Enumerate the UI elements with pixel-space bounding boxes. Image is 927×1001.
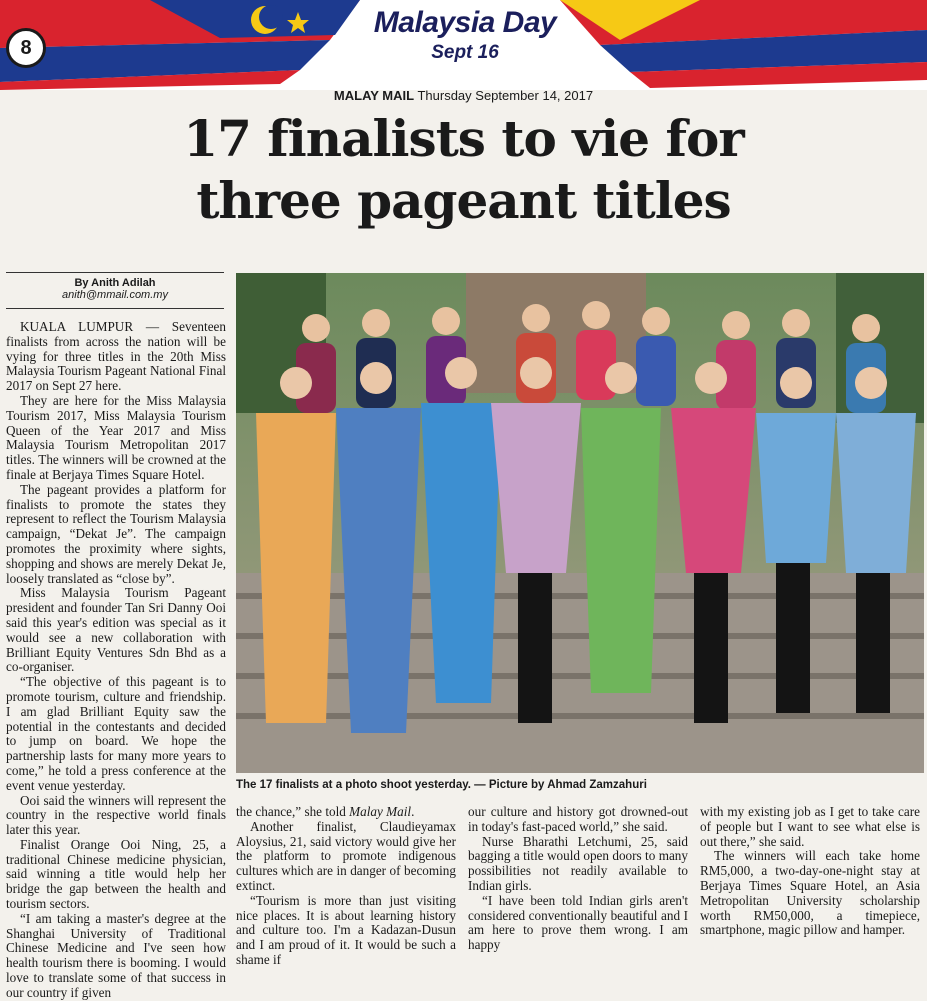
byline-name: By Anith Adilah [74,277,156,289]
paragraph: The pageant provides a platform for finalists to promote the states they represent to reflect the Tourism Malaysia campaign, “Dekat Je”. The campaign promotes the proximity where sights, shopping and shows are merely Dekat Je, loosely translated as “close by”. [6,481,226,586]
paragraph: The winners will each take home RM5,000, a two-day-one-night stay at Berjaya Times Square Hotel, an Asia Metropolitan University scholarship worth RM50,000, a timepiece, smartphone, magic pillow and hamper. [700,848,920,938]
article-column-4 [700,805,920,938]
headline-line-1: 17 finalists to vie for [183,109,744,168]
article-column-1 [6,320,226,1001]
section-title: Malaysia Day [373,6,557,39]
malaysia-day-banner [0,0,927,90]
paragraph: Finalist Orange Ooi Ning, 25, a traditional Chinese medicine physician, said winning a title would help her bridge the gap between the health and tourism sectors. [6,836,226,912]
paragraph: “I have been told Indian girls aren't considered conventionally beautiful and I am here to prove them wrong. I am happy [468,892,688,953]
paragraph: with my existing job as I get to take care of people but I want to see what else is out there,” she said. [700,804,920,849]
paragraph-text: the chance,” she told [236,804,350,819]
paragraph [236,805,456,820]
headline-line-2: three pageant titles [196,171,731,230]
article-headline [20,108,907,232]
paragraph: Nurse Bharathi Letchumi, 25, said bagging a title would open doors to many possibilities not readily available to Indian girls. [468,833,688,893]
paragraph: Another finalist, Claudieyamax Aloysius, 21, said victory would give her the platform to promote indigenous cultures which are in danger of becoming extinct. [236,818,456,893]
page-number: 8 [6,28,46,68]
paragraph: They are here for the Miss Malaysia Tourism 2017, Miss Malaysia Tourism Queen of the Year 2017 and Miss Malaysia Tourism Metropolitan 2017 titles. The winners will be crowned at the finale at Berjaya Times Square Hotel. [6,392,226,482]
publication-name: MALAY MAIL [333,88,415,103]
paragraph: Ooi said the winners will represent the country in the respective world finals later this year. [6,792,226,838]
paragraph: “The objective of this pageant is to promote tourism, culture and friendship. I am glad Brilliant Equity saw the potential in the contestants and decided to jump on board. We hope the partnership lasts for many more years to come,” he told a press conference at the event venue yesterday. [6,674,226,793]
dateline [0,88,927,103]
paragraph: Miss Malaysia Tourism Pageant president and founder Tan Sri Danny Ooi said this year's edition was special as it would see a new collaboration with Brilliant Equity Ventures Sdn Bhd as a co-organiser. [6,585,226,675]
paragraph: our culture and history got drowned-out in today's fast-paced world,” she said. [468,804,688,834]
paragraph: “I am taking a master's degree at the Shanghai University of Traditional Chinese Medicine and I've seen how health tourism there is booming. I would love to translate some of that success in our country if given [6,910,226,1000]
article-column-3 [468,805,688,953]
section-subtitle: Sept 16 [431,42,499,63]
byline [6,272,224,301]
paragraph: “Tourism is more than just visiting nice places. It is about learning history and culture too. I'm a Kadazan-Dusun and I am proud of it. It would be such a shame if [236,892,456,967]
publication-reference: Malay Mail [349,804,412,819]
byline-divider [6,308,224,309]
paragraph-end: . [411,804,415,819]
byline-email: anith@mmail.com.my [62,289,168,301]
article-column-2 [236,805,456,968]
publication-date: Thursday September 14, 2017 [417,88,594,103]
finalists-photo [236,273,924,773]
group-photo-illustration [236,273,924,773]
photo-caption: The 17 finalists at a photo shoot yesterday. — Picture by Ahmad Zamzahuri [236,779,647,791]
paragraph: KUALA LUMPUR — Seventeen finalists from across the nation will be vying for three titles in the 20th Miss Malaysia Tourism Pageant National Final 2017 on Sept 27 here. [6,319,226,394]
